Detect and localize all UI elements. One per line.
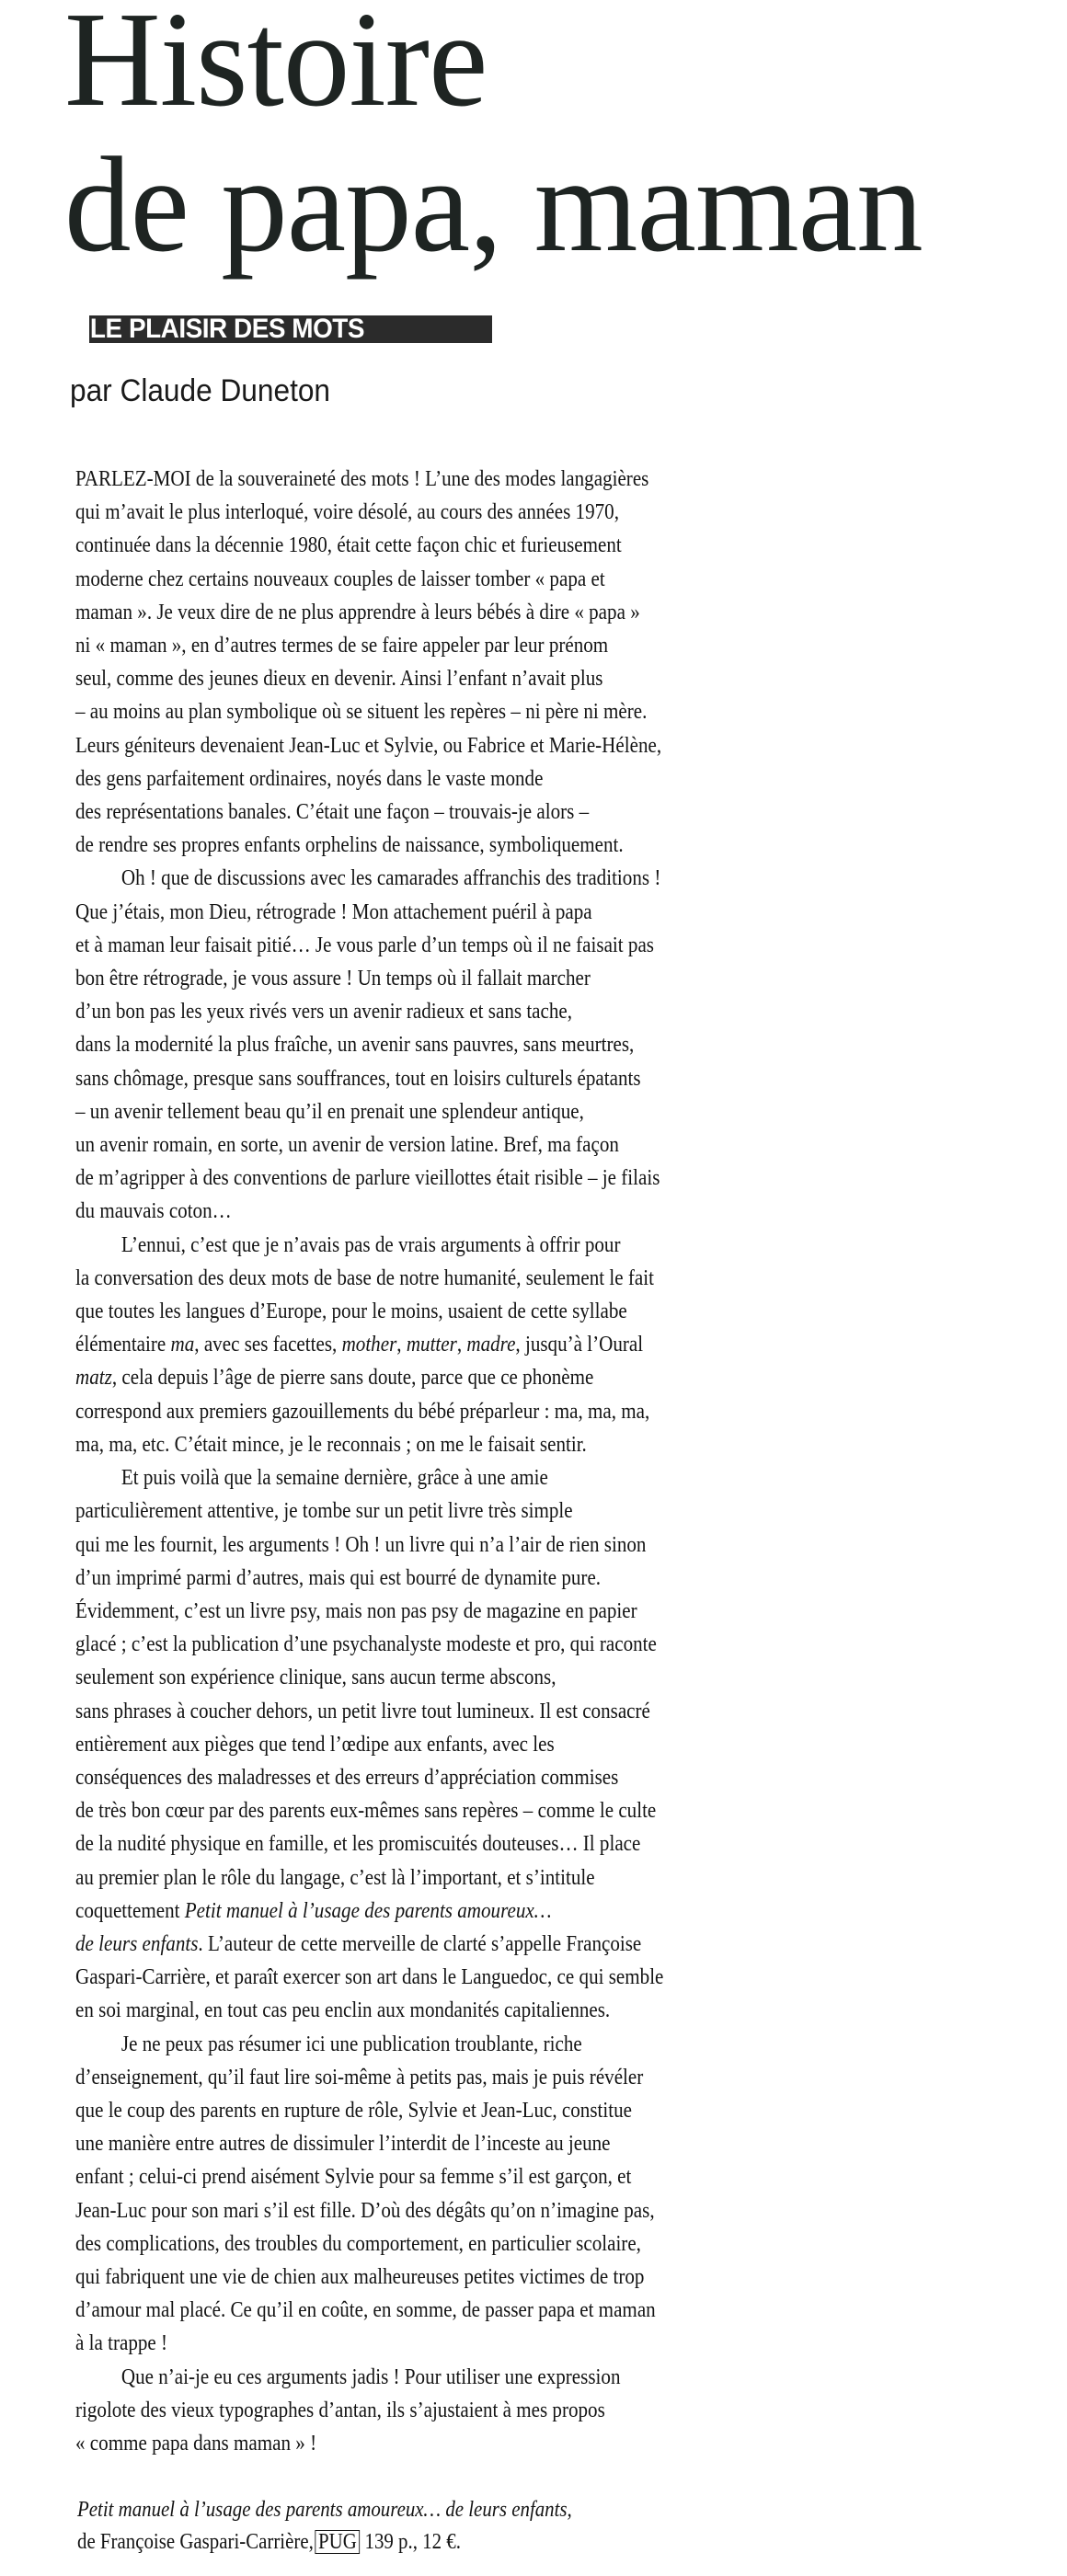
text-line [75,1361,875,1394]
text-line [75,1395,875,1428]
text-segment: à la trappe ! [75,2330,168,2356]
text-line [75,1628,875,1661]
text-segment: – un avenir tellement beau qu’il en prenait une splendeur antique, [75,1098,584,1124]
text-line [75,1595,875,1628]
text-line [75,829,875,862]
text-segment: d’un bon pas les yeux rivés vers un avenir radieux et sans tache, [75,999,573,1025]
text-line [75,2361,875,2394]
text-segment: qui fabriquent une vie de chien aux malheureuses petites victimes de trop [75,2263,645,2289]
text-segment: seul, comme des jeunes dieux en devenir. Ainsi l’enfant n’avait plus [75,666,603,692]
text-segment: Jean-Luc pour son mari s’il est fille. D’où des dégâts qu’on n’imagine pas, [75,2197,655,2223]
text-segment: Et puis voilà que la semaine dernière, grâce à une amie [120,1465,548,1491]
text-segment: , [456,1332,467,1357]
text-segment: Leurs géniteurs devenaient Jean-Luc et Sylvie, ou Fabrice et Marie-Hélène, [75,732,662,758]
text-segment: enfant ; celui-ci prend aisément Sylvie pour sa femme s’il est garçon, et [75,2164,632,2190]
text-segment: qui m’avait le plus interloqué, voire désolé, au cours des années 1970, [75,499,619,525]
article-body [75,463,1004,2460]
text-line [75,463,875,496]
article-paragraph [75,2028,1004,2361]
article-paragraph [75,1229,1004,1461]
text-segment: ma, ma, etc. C’était mince, je le reconnais ; on me le faisait sentir. [75,1431,587,1457]
italic-text-segment: Petit manuel à l’usage des parents amoureux… [184,1897,552,1923]
article-title-line-1: Histoire [64,0,488,135]
text-line [75,2094,875,2127]
text-segment: au premier plan le rôle du langage, c’est là l’important, et s’intitule [75,1864,595,1890]
text-line [75,1528,875,1562]
rubric-label: LE PLAISIR DES MOTS [89,315,365,343]
text-segment: ni « maman », en d’autres termes de se faire appeler par leur prénom [75,633,609,658]
text-segment: dans la modernité la plus fraîche, un avenir sans pauvres, sans meurtres, [75,1032,635,1058]
book-pages-price: 139 p., 12 €. [364,2530,461,2554]
text-segment: Que j’étais, mon Dieu, rétrograde ! Mon attachement puéril à papa [75,899,592,924]
text-line [75,1328,875,1361]
text-segment: moderne chez certains nouveaux couples de laisser tomber « papa et [75,566,605,591]
text-line [75,1428,875,1461]
text-segment: , [396,1332,407,1357]
italic-text-segment: matz [75,1365,112,1391]
text-segment: seulement son expérience clinique, sans aucun terme abscons, [75,1665,556,1690]
book-author: de Françoise Gaspari-Carrière, [77,2530,314,2554]
text-line [75,695,875,728]
article-paragraph [75,862,1004,1228]
text-segment: et à maman leur faisait pitié… Je vous parle d’un temps où il ne faisait pas [75,932,654,957]
text-line [75,1162,875,1195]
text-segment: de m’agripper à des conventions de parlure vieillottes était risible – je filais [75,1165,660,1191]
text-line [75,1794,875,1827]
text-segment: entièrement aux pièges que tend l’œdipe aux enfants, avec les [75,1731,555,1757]
text-segment: du mauvais coton… [75,1198,232,1224]
text-line [75,962,875,995]
text-line [75,1728,875,1761]
article-title [64,0,923,278]
text-segment: , cela depuis l’âge de pierre sans doute, parce que ce phonème [111,1365,594,1391]
text-line [75,1095,875,1128]
italic-text-segment: de leurs enfants [75,1930,199,1956]
text-line [75,2227,875,2261]
text-line [75,862,875,895]
text-line [75,1928,875,1961]
byline: par Claude Duneton [70,373,331,408]
text-line [75,1895,875,1928]
text-line [75,1562,875,1595]
text-segment: qui me les fournit, les arguments ! Oh ! un livre qui n’a l’air de rien sinon [75,1531,647,1557]
text-segment: coquettement [75,1897,185,1923]
text-line [75,1295,875,1328]
text-segment: . L’auteur de cette merveille de clarté s’appelle Françoise [198,1930,642,1956]
text-line [75,2194,875,2227]
text-segment: élémentaire [75,1332,171,1357]
text-line [75,762,875,796]
text-line [75,596,875,629]
text-line [75,2127,875,2160]
text-segment: d’enseignement, qu’il faut lire soi-même à petits pas, mais je puis révéler [75,2064,644,2089]
text-segment: en soi marginal, en tout cas peu enclin aux mondanités capitaliennes. [75,1998,611,2023]
text-line [75,1461,875,1494]
text-line [75,2294,875,2327]
text-segment: des gens parfaitement ordinaires, noyés dans le vaste monde [75,765,544,791]
book-details-line [77,2526,572,2559]
text-line [75,529,875,562]
text-segment: L’ennui, c’est que je n’avais pas de vrais arguments à offrir pour [120,1231,621,1257]
article-paragraph [75,1461,1004,2027]
text-segment: un avenir romain, en sorte, un avenir de version latine. Bref, ma façon [75,1132,619,1158]
book-title-line [77,2494,572,2526]
article-paragraph [75,463,1004,862]
text-segment: que le coup des parents en rupture de rôle, Sylvie et Jean-Luc, constitue [75,2097,632,2123]
text-line [75,1128,875,1162]
text-segment: , avec ses facettes, [194,1332,342,1357]
text-line [75,1028,875,1061]
text-segment: maman ». Je veux dire de ne plus apprendre à leurs bébés à dire « papa » [75,599,640,624]
text-line [75,2394,875,2427]
text-line [75,563,875,596]
text-line [75,1695,875,1728]
book-reference [77,2494,646,2559]
text-segment: glacé ; c’est la publication d’une psychanalyste modeste et pro, qui raconte [75,1631,657,1657]
text-line [75,929,875,962]
text-segment: conséquences des maladresses et des erreurs d’appréciation commises [75,1764,619,1790]
publisher-box: PUG [316,2530,361,2554]
text-segment: Gaspari-Carrière, et paraît exercer son art dans le Languedoc, ce qui semble [75,1964,664,1990]
article-paragraph [75,2361,1004,2461]
italic-text-segment: mutter [406,1332,457,1357]
text-segment: Oh ! que de discussions avec les camarades affranchis des traditions ! [120,865,661,891]
text-line [75,796,875,829]
text-segment: d’un imprimé parmi d’autres, mais qui est bourré de dynamite pure. [75,1564,602,1590]
text-line [75,896,875,929]
text-line [75,1062,875,1095]
text-segment: la conversation des deux mots de base de notre humanité, seulement le fait [75,1265,654,1290]
text-segment: , jusqu’à l’Oural [515,1332,644,1357]
text-segment: bon être rétrograde, je vous assure ! Un temps où il fallait marcher [75,966,591,991]
italic-text-segment: ma [170,1332,195,1357]
text-segment: particulièrement attentive, je tombe sur un petit livre très simple [75,1498,573,1524]
text-segment: Je ne peux pas résumer ici une publication troublante, riche [120,2031,582,2056]
text-segment: sans chômage, presque sans souffrances, tout en loisirs culturels épatants [75,1065,641,1091]
text-segment: Évidemment, c’est un livre psy, mais non pas psy de magazine en papier [75,1597,637,1623]
text-segment: que toutes les langues d’Europe, pour le moins, usaient de cette syllabe [75,1299,627,1324]
text-line [75,662,875,695]
text-line [75,2160,875,2193]
text-line [75,1994,875,2027]
text-line [75,1761,875,1794]
text-line [75,629,875,662]
text-line [75,2261,875,2294]
text-segment: Que n’ai-je eu ces arguments jadis ! Pour utiliser une expression [120,2364,621,2389]
text-segment: des complications, des troubles du comportement, en particulier scolaire, [75,2230,641,2256]
text-line [75,1229,875,1262]
text-line [75,1661,875,1694]
text-segment: correspond aux premiers gazouillements du bébé préparleur : ma, ma, ma, [75,1398,650,1424]
rubric-banner [89,315,492,343]
text-segment: de rendre ses propres enfants orphelins de naissance, symboliquement. [75,832,624,858]
text-segment: – au moins au plan symbolique où se situent les repères – ni père ni mère. [75,699,648,725]
text-segment: de très bon cœur par des parents eux-mêmes sans repères – comme le culte [75,1798,657,1824]
text-line [75,1827,875,1860]
text-line [75,729,875,762]
text-segment: d’amour mal placé. Ce qu’il en coûte, en somme, de passer papa et maman [75,2297,656,2323]
text-segment: PARLEZ-MOI de la souveraineté des mots ! L’une des modes langagières [75,466,649,491]
text-segment: sans phrases à coucher dehors, un petit livre tout lumineux. Il est consacré [75,1698,650,1723]
text-line [75,1861,875,1895]
text-segment: continuée dans la décennie 1980, était cette façon chic et furieusement [75,532,622,558]
text-segment: « comme papa dans maman » ! [75,2430,317,2456]
text-line [75,1494,875,1528]
text-line [75,2327,875,2360]
text-line [75,2427,875,2460]
text-segment: des représentations banales. C’était une façon – trouvais-je alors – [75,799,590,825]
text-line [75,1195,875,1228]
text-line [75,1262,875,1295]
book-title: Petit manuel à l’usage des parents amoureux… de leurs enfants, [77,2498,572,2522]
text-line [75,496,875,529]
text-line [75,995,875,1028]
text-segment: rigolote des vieux typographes d’antan, ils s’ajustaient à mes propos [75,2397,605,2422]
italic-text-segment: mother [341,1332,397,1357]
text-segment: de la nudité physique en famille, et les promiscuités douteuses… Il place [75,1831,641,1857]
text-segment: une manière entre autres de dissimuler l’interdit de l’inceste au jeune [75,2131,611,2157]
text-line [75,2061,875,2094]
italic-text-segment: madre [466,1332,516,1357]
text-line [75,2028,875,2061]
text-line [75,1961,875,1994]
article-title-line-2: de papa, maman [64,130,923,280]
